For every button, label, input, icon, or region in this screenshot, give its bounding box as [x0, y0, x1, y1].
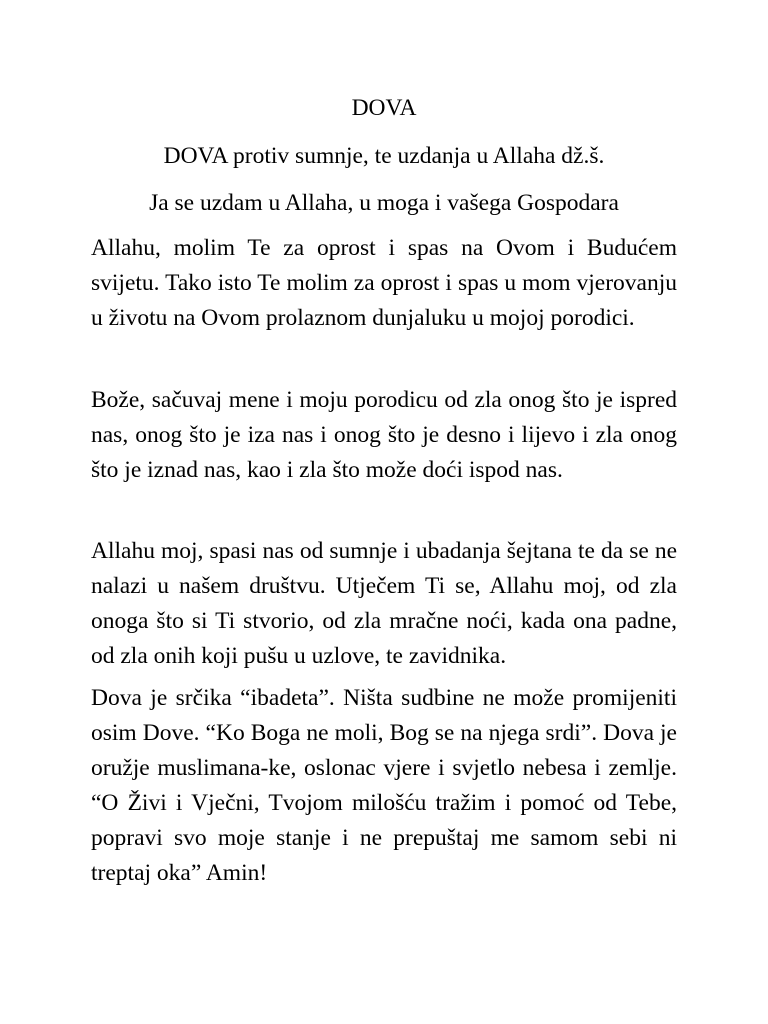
paragraph-forgiveness: Allahu, molim Te za oprost i spas na Ovom i Budućem svijetu. Tako isto Te molim za oprost i spas u mom vjerovanju u životu na Ovom prolaznom dunjaluku u mojoj porodici. [91, 235, 677, 331]
document-invocation: Ja se uzdam u Allaha, u moga i vašega Gospodara [149, 190, 619, 216]
paragraph-protection: Bože, sačuvaj mene i moju porodicu od zla onog što je ispred nas, onog što je iza nas i onog što je desno i lijevo i zla onog što je iznad nas, kao i zla što može doći ispod nas. [91, 387, 677, 483]
document-subtitle: DOVA protiv sumnje, te uzdanja u Allaha dž.š. [163, 143, 605, 169]
document-title: DOVA [351, 95, 417, 121]
paragraph-dova-essence: Dova je srčika “ibadeta”. Ništa sudbine ne može promijeniti osim Dove. “Ko Boga ne moli, Bog se na njega srdi”. Dova je oružje muslimana-ke, oslonac vjere i svjetlo nebesa i zemlje. “O Živi i Vječni, Tvojom milošću tražim i pomoć od Tebe, popravi svo moje stanje i ne prepuštaj me samom sebi ni treptaj oka” Amin! [91, 685, 677, 886]
paragraph-refuge: Allahu moj, spasi nas od sumnje i ubadanja šejtana te da se ne nalazi u našem društvu. Utječem Ti se, Allahu moj, od zla onoga što si Ti stvorio, od zla mračne noći, kada ona padne, od zla onih koji pušu u uzlove, te zavidnika. [91, 538, 677, 669]
